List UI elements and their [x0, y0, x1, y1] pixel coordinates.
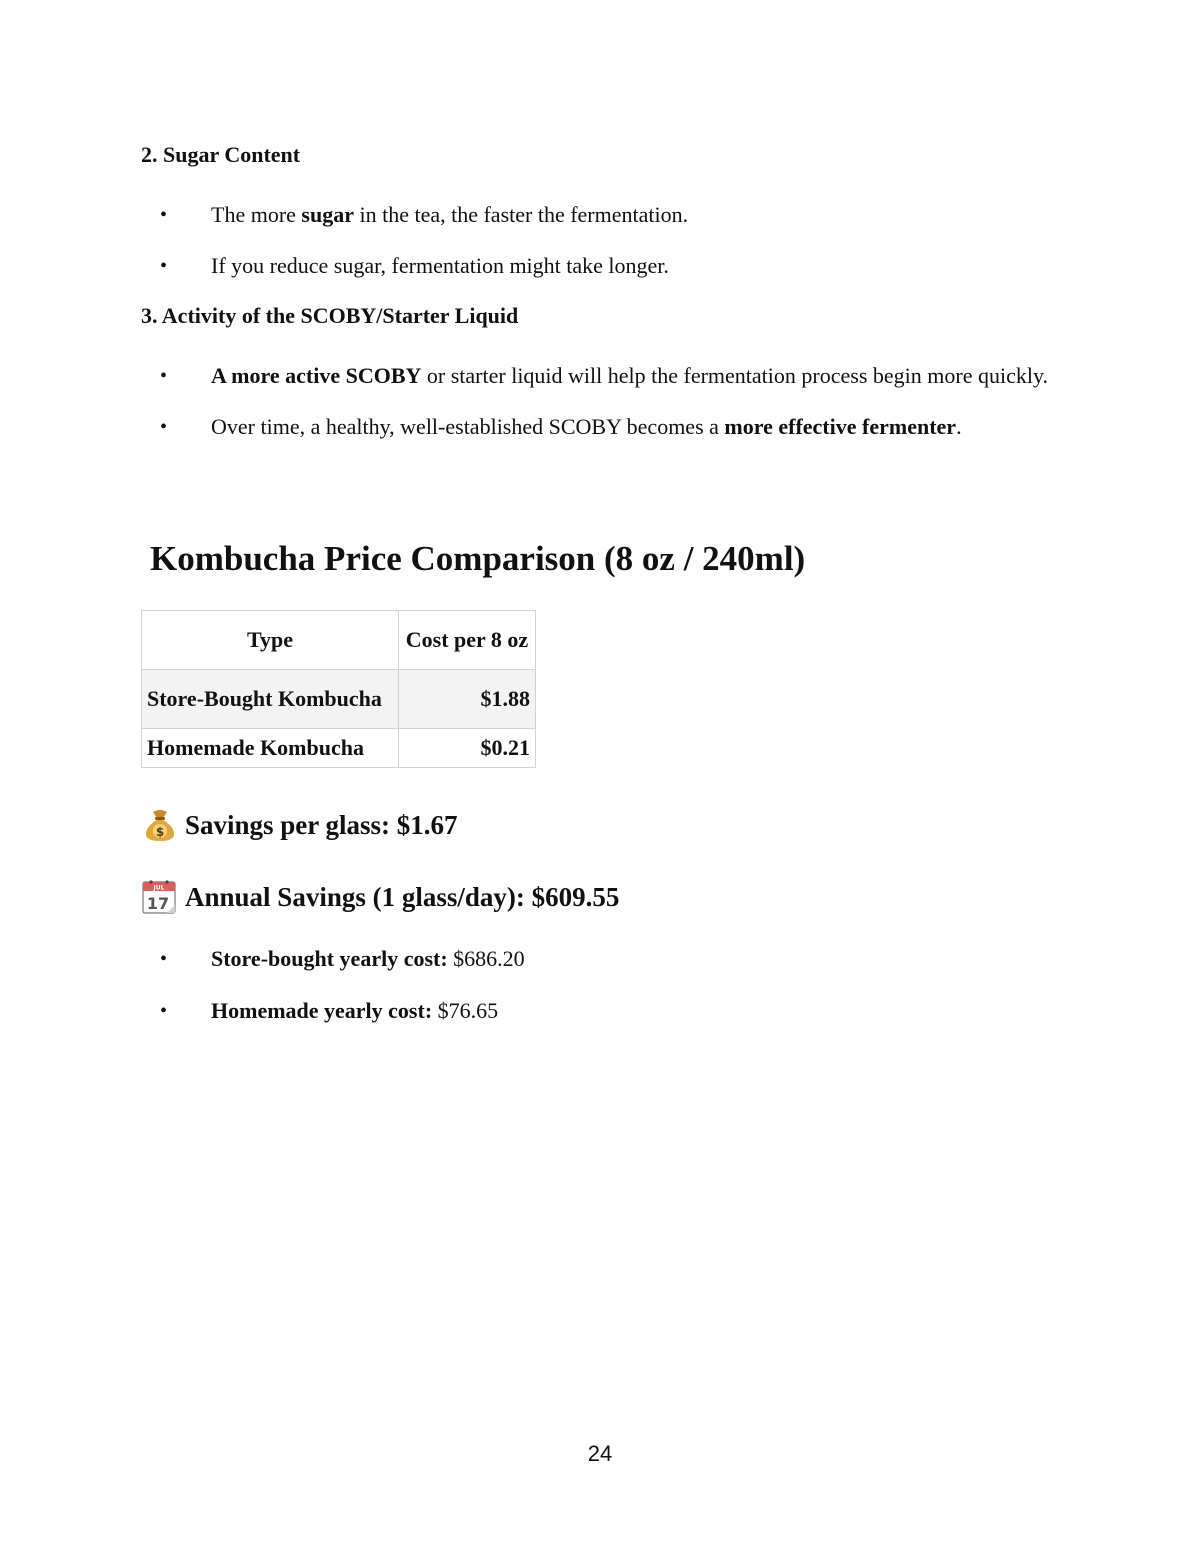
table-cell-type: Store-Bought Kombucha — [142, 670, 399, 729]
list-item: • If you reduce sugar, fermentation might take longer. — [160, 253, 669, 278]
table-header-row — [142, 611, 536, 670]
money-bag-icon — [141, 807, 179, 843]
calendar-day-label: 17 — [146, 894, 170, 913]
annual-savings-text: Annual Savings (1 glass/day): $609.55 — [185, 882, 620, 912]
svg-text:$: $ — [155, 825, 165, 839]
table-row — [142, 729, 536, 768]
calendar-icon — [141, 879, 179, 915]
list-item: • Over time, a healthy, well-established SCOBY becomes a more effective fermenter. — [160, 414, 962, 439]
scoby-activity-heading: 3. Activity of the SCOBY/Starter Liquid — [141, 303, 519, 328]
price-comparison-table — [141, 610, 536, 768]
yearly-cost-label: Store-bought yearly cost: — [211, 946, 448, 971]
bullet-dot: • — [160, 204, 168, 226]
sugar-bullet-list — [0, 201, 1051, 280]
list-item: • The more sugar in the tea, the faster the fermentation. — [160, 202, 689, 227]
table-cell-cost: $0.21 — [399, 729, 536, 768]
page-number: 24 — [587, 1441, 613, 1466]
bullet-dot: • — [160, 416, 168, 438]
yearly-cost-list — [0, 945, 1051, 1025]
calendar-month-label: JUL — [153, 884, 165, 892]
bullet-dot: • — [160, 1000, 168, 1022]
yearly-cost-label: Homemade yearly cost: — [211, 998, 433, 1023]
bullet-dot: • — [160, 255, 168, 277]
bullet-dot: • — [160, 365, 168, 387]
savings-per-glass-heading — [141, 807, 458, 843]
list-item — [0, 997, 1051, 1025]
scoby-bullet-list — [0, 362, 1051, 441]
table-row — [142, 670, 536, 729]
table-cell-cost: $1.88 — [399, 670, 536, 729]
column-header-cost: Cost per 8 oz — [399, 611, 536, 670]
table-cell-type: Homemade Kombucha — [142, 729, 399, 768]
sugar-content-heading: 2. Sugar Content — [141, 142, 301, 167]
annual-savings-heading — [141, 879, 619, 915]
list-item — [0, 945, 1051, 973]
savings-per-glass-text: Savings per glass: $1.67 — [185, 810, 458, 840]
column-header-type: Type — [142, 611, 399, 670]
price-comparison-title: Kombucha Price Comparison (8 oz / 240ml) — [150, 539, 806, 578]
list-item: • A more active SCOBY or starter liquid will help the fermentation process begin more quickly. — [160, 363, 1049, 388]
bullet-dot: • — [160, 948, 168, 970]
yearly-cost-value: $686.20 — [447, 946, 525, 971]
yearly-cost-value: $76.65 — [432, 998, 499, 1023]
